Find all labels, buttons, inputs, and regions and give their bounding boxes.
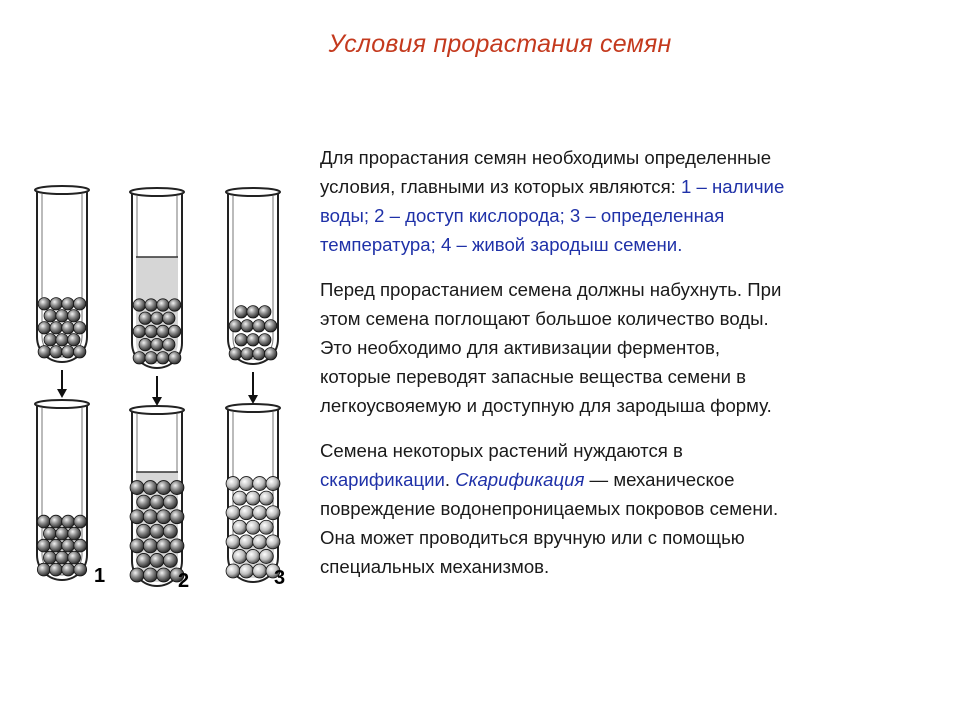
seed bbox=[50, 322, 62, 334]
p2-line-3: Это необходимо для активизации ферментов, bbox=[320, 337, 721, 358]
seed bbox=[246, 491, 260, 505]
seed bbox=[133, 299, 145, 311]
seed bbox=[130, 568, 144, 582]
tube-label-1: 1 bbox=[94, 565, 106, 587]
seed bbox=[50, 563, 63, 576]
seed bbox=[150, 553, 164, 567]
seed bbox=[73, 298, 85, 310]
p1-line-1: Для прорастания семян необходимы определенные bbox=[320, 147, 772, 168]
text-block bbox=[320, 143, 920, 597]
seed bbox=[170, 510, 184, 524]
seed bbox=[226, 564, 240, 578]
seed bbox=[163, 524, 177, 538]
seed bbox=[145, 352, 157, 364]
seed bbox=[157, 568, 171, 582]
arrow-3-head bbox=[248, 395, 258, 404]
seed bbox=[239, 535, 253, 549]
seed bbox=[259, 491, 273, 505]
seeds-top-3 bbox=[229, 306, 277, 360]
seed bbox=[62, 515, 75, 528]
p2-line-1: Перед прорастанием семена должны набухнуть. При bbox=[320, 279, 782, 300]
seed bbox=[145, 325, 157, 337]
seed bbox=[239, 506, 253, 520]
p3-dot: . bbox=[444, 469, 451, 490]
seed bbox=[229, 320, 241, 332]
seed bbox=[168, 352, 180, 364]
seed bbox=[74, 539, 87, 552]
seed bbox=[259, 520, 273, 534]
seed bbox=[130, 539, 144, 553]
seed bbox=[143, 510, 157, 524]
seed bbox=[137, 495, 151, 509]
seed bbox=[163, 495, 177, 509]
seed bbox=[168, 325, 180, 337]
seed bbox=[233, 549, 247, 563]
seed bbox=[264, 320, 276, 332]
seed bbox=[241, 348, 253, 360]
seed bbox=[239, 564, 253, 578]
seed bbox=[239, 477, 253, 491]
seed bbox=[151, 338, 163, 350]
seed bbox=[246, 520, 260, 534]
seed bbox=[253, 506, 267, 520]
seed bbox=[43, 551, 56, 564]
seed bbox=[247, 334, 259, 346]
tube-bottom-3-rim bbox=[226, 404, 280, 412]
seed bbox=[143, 481, 157, 495]
seed bbox=[43, 527, 56, 540]
seed bbox=[157, 539, 171, 553]
seed bbox=[130, 481, 144, 495]
seed bbox=[226, 477, 240, 491]
seed bbox=[137, 553, 151, 567]
seed bbox=[139, 338, 151, 350]
tube-top-3-rim bbox=[226, 188, 280, 196]
seed bbox=[241, 320, 253, 332]
test-tubes-illustration bbox=[20, 180, 310, 600]
slide-title: Условия прорастания семян bbox=[328, 30, 672, 58]
seed bbox=[246, 549, 260, 563]
p3-line-4: Она может проводиться вручную или с помощью bbox=[320, 527, 745, 548]
seed bbox=[73, 346, 85, 358]
p3-line-5: специальных механизмов. bbox=[320, 556, 550, 577]
seed bbox=[151, 312, 163, 324]
seed bbox=[50, 298, 62, 310]
seed bbox=[145, 299, 157, 311]
scarification-link[interactable]: скарификации bbox=[320, 469, 445, 490]
p3-line-3: повреждение водонепроницаемых покровов семени. bbox=[320, 498, 779, 519]
p1-line-4: температура; 4 – живой зародыш семени. bbox=[320, 234, 683, 255]
seed bbox=[37, 539, 50, 552]
paragraph-scarification bbox=[320, 436, 920, 581]
seed bbox=[37, 563, 50, 576]
seed bbox=[157, 481, 171, 495]
tube-label-3: 3 bbox=[274, 567, 286, 589]
seeds-bottom-1 bbox=[37, 515, 86, 576]
seed bbox=[157, 325, 169, 337]
seed bbox=[143, 539, 157, 553]
seed bbox=[68, 310, 80, 322]
arrow-1 bbox=[57, 370, 67, 398]
p1-line-3: воды; 2 – доступ кислорода; 3 – определенная bbox=[320, 205, 725, 226]
seed bbox=[74, 515, 87, 528]
seed bbox=[38, 322, 50, 334]
seed bbox=[253, 320, 265, 332]
seed bbox=[226, 506, 240, 520]
p2-line-2: этом семена поглощают большое количество воды. bbox=[320, 308, 769, 329]
seed bbox=[163, 312, 175, 324]
seed bbox=[247, 306, 259, 318]
seed bbox=[163, 553, 177, 567]
arrow-3 bbox=[248, 372, 258, 404]
seed bbox=[226, 535, 240, 549]
seeds-top-1 bbox=[38, 298, 86, 358]
seed bbox=[73, 322, 85, 334]
seed bbox=[137, 524, 151, 538]
seed bbox=[62, 539, 75, 552]
seed bbox=[264, 348, 276, 360]
seed bbox=[37, 515, 50, 528]
seed bbox=[259, 334, 271, 346]
seed bbox=[44, 310, 56, 322]
seed bbox=[130, 510, 144, 524]
seed bbox=[56, 310, 68, 322]
p3-definition-start: — механическое bbox=[584, 469, 735, 490]
seed bbox=[62, 322, 74, 334]
tube-top-1-rim bbox=[35, 186, 89, 194]
seed bbox=[168, 299, 180, 311]
paragraph-conditions bbox=[320, 143, 920, 259]
seed bbox=[62, 346, 74, 358]
seed bbox=[163, 338, 175, 350]
seed bbox=[157, 299, 169, 311]
seed bbox=[266, 535, 280, 549]
seed bbox=[150, 524, 164, 538]
seed bbox=[68, 551, 81, 564]
seed bbox=[139, 312, 151, 324]
seed bbox=[56, 527, 69, 540]
seed bbox=[50, 539, 63, 552]
seed bbox=[38, 298, 50, 310]
seed bbox=[259, 549, 273, 563]
seed bbox=[56, 334, 68, 346]
seed bbox=[259, 306, 271, 318]
scarification-term: Скарификация bbox=[455, 469, 585, 490]
tube-bottom-1-rim bbox=[35, 400, 89, 408]
seed bbox=[143, 568, 157, 582]
seed bbox=[253, 535, 267, 549]
p1-condition-1: 1 – наличие bbox=[681, 176, 785, 197]
seed bbox=[50, 346, 62, 358]
seed bbox=[150, 495, 164, 509]
arrow-2-head bbox=[152, 397, 162, 406]
seed bbox=[233, 491, 247, 505]
arrow-2 bbox=[152, 376, 162, 406]
tube-bottom-2-rim bbox=[130, 406, 184, 414]
p2-line-4: которые переводят запасные вещества семени в bbox=[320, 366, 747, 387]
p3-line-1: Семена некоторых растений нуждаются в bbox=[320, 440, 683, 461]
seed bbox=[253, 348, 265, 360]
seed bbox=[133, 352, 145, 364]
seed bbox=[253, 564, 267, 578]
seed bbox=[74, 563, 87, 576]
seed bbox=[170, 481, 184, 495]
seed bbox=[44, 334, 56, 346]
tube-label-2: 2 bbox=[178, 570, 190, 592]
seed bbox=[62, 298, 74, 310]
seed bbox=[68, 334, 80, 346]
paragraph-swelling bbox=[320, 275, 920, 420]
seed bbox=[253, 477, 267, 491]
seed bbox=[266, 477, 280, 491]
seed bbox=[235, 306, 247, 318]
p1-line-2: условия, главными из которых являются: bbox=[320, 176, 682, 197]
seed bbox=[133, 325, 145, 337]
seed bbox=[68, 527, 81, 540]
seed bbox=[38, 346, 50, 358]
tube-top-2-rim bbox=[130, 188, 184, 196]
seed bbox=[56, 551, 69, 564]
seed bbox=[62, 563, 75, 576]
seed bbox=[170, 539, 184, 553]
p2-line-5: легкоусвояемую и доступную для зародыша форму. bbox=[320, 395, 772, 416]
arrow-1-head bbox=[57, 389, 67, 398]
seed bbox=[233, 520, 247, 534]
seed bbox=[235, 334, 247, 346]
seed bbox=[157, 352, 169, 364]
seed bbox=[229, 348, 241, 360]
seed bbox=[50, 515, 63, 528]
seed bbox=[266, 506, 280, 520]
seed bbox=[157, 510, 171, 524]
